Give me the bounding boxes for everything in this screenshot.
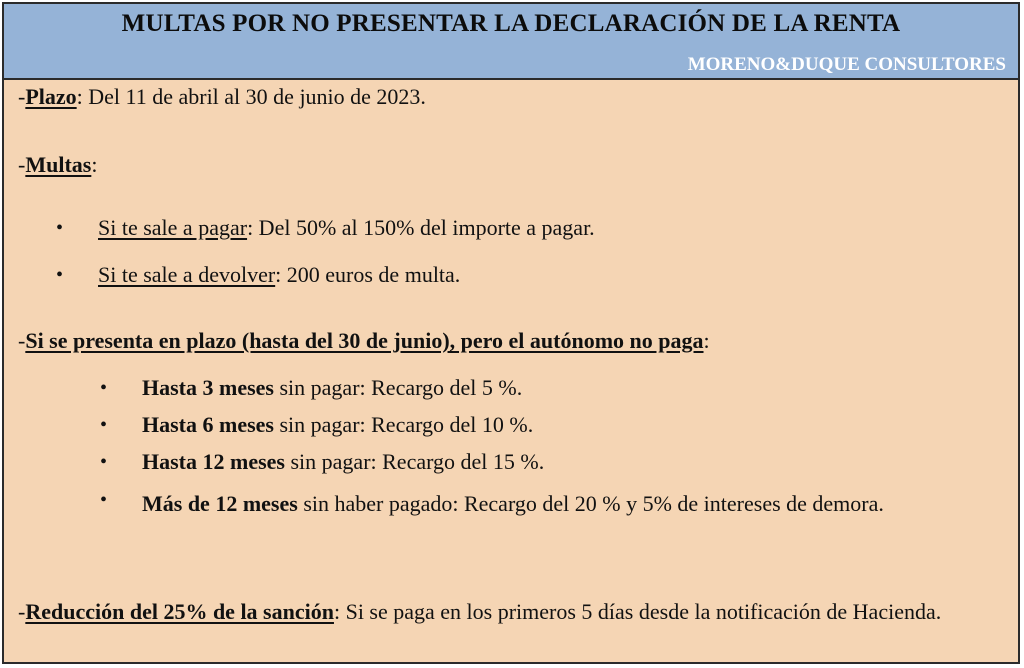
dash: - xyxy=(18,599,26,624)
reduccion-paragraph xyxy=(18,594,1006,630)
recargo-text: sin pagar: Recargo del 5 %. xyxy=(273,375,523,400)
multas-label: Multas xyxy=(25,152,92,177)
list-item xyxy=(142,373,1006,403)
multas-colon: : xyxy=(91,152,98,177)
multas-item-label: Si te sale a pagar xyxy=(98,215,248,240)
recargo-text: sin pagar: Recargo del 10 %. xyxy=(273,412,534,437)
list-item xyxy=(98,213,1006,243)
dash: - xyxy=(18,152,26,177)
reduccion-label: Reducción del 25% de la sanción xyxy=(25,599,334,624)
en-plazo-colon: : xyxy=(703,328,710,353)
plazo-text: : Del 11 de abril al 30 de junio de 2023. xyxy=(76,84,426,109)
bullet-icon: • xyxy=(100,451,108,473)
list-item xyxy=(142,447,1006,477)
multas-item-text: : Del 50% al 150% del importe a pagar. xyxy=(247,215,595,240)
brand-name: MORENO&DUQUE CONSULTORES xyxy=(687,54,1006,75)
multas-item-label: Si te sale a devolver xyxy=(98,262,276,287)
page-title: MULTAS POR NO PRESENTAR LA DECLARACIÓN DE LA RENTA xyxy=(121,10,901,37)
en-plazo-label: Si se presenta en plazo (hasta del 30 de junio), pero el autónomo no paga xyxy=(25,328,704,353)
bullet-icon: • xyxy=(56,264,64,286)
list-item xyxy=(142,410,1006,440)
recargo-text: sin haber pagado: Recargo del 20 % y 5% de intereses de demora. xyxy=(297,491,884,516)
list-item xyxy=(142,485,1006,523)
bullet-icon: • xyxy=(100,489,108,511)
recargo-bold: Hasta 6 meses xyxy=(142,412,274,437)
bullet-icon: • xyxy=(100,377,108,399)
dash: - xyxy=(18,84,26,109)
infographic-card xyxy=(2,2,1020,664)
multas-item-text: : 200 euros de multa. xyxy=(275,262,461,287)
recargo-bold: Más de 12 meses xyxy=(142,491,298,516)
bullet-icon: • xyxy=(56,217,64,239)
list-item xyxy=(98,260,1006,290)
multas-heading xyxy=(18,150,1006,180)
en-plazo-heading xyxy=(18,326,1006,356)
recargo-bold: Hasta 3 meses xyxy=(142,375,274,400)
bullet-icon: • xyxy=(100,414,108,436)
plazo-line xyxy=(18,82,1006,112)
recargo-bold: Hasta 12 meses xyxy=(142,449,285,474)
reduccion-text: : Si se paga en los primeros 5 días desde la notificación de Hacienda. xyxy=(333,599,942,624)
plazo-label: Plazo xyxy=(25,84,77,109)
recargo-text: sin pagar: Recargo del 15 %. xyxy=(284,449,545,474)
header-band xyxy=(4,4,1018,80)
dash: - xyxy=(18,328,26,353)
